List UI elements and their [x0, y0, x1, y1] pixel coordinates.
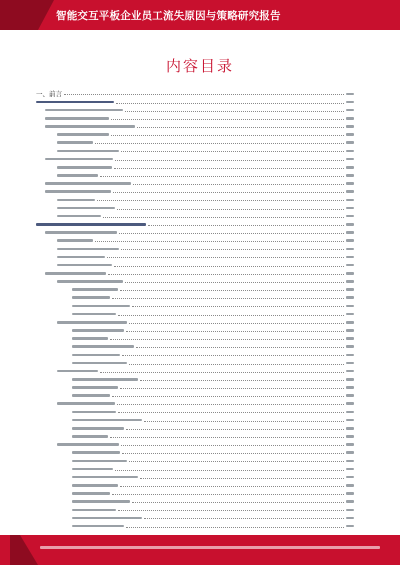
toc-entry-text-placeholder: [72, 484, 118, 487]
toc-entry[interactable]: [36, 221, 354, 229]
toc-entry-text-placeholder: [45, 231, 117, 234]
toc-entry-text-placeholder: [57, 321, 127, 324]
toc-leader-dots: [122, 453, 344, 454]
toc-leader-dots: [140, 478, 344, 479]
toc-entry-text-placeholder: [45, 109, 123, 112]
toc-title: 内容目录: [165, 57, 234, 75]
toc-entry-text-placeholder: [57, 133, 109, 136]
toc-leader-dots: [120, 486, 344, 487]
toc-entry-text-placeholder: [72, 329, 124, 332]
toc-entry[interactable]: [36, 261, 354, 269]
toc-page-number-placeholder: [346, 451, 354, 454]
toc-page-number-placeholder: [346, 207, 354, 210]
toc-page-number-placeholder: [346, 239, 354, 242]
toc-page-number-placeholder: [346, 402, 354, 405]
toc-entry-text-placeholder: [45, 117, 109, 120]
toc-entry[interactable]: [36, 384, 354, 392]
toc-leader-dots: [136, 347, 344, 348]
toc-leader-dots: [121, 151, 344, 152]
toc-page-number-placeholder: [346, 190, 354, 193]
toc-entry-text-placeholder: [72, 362, 127, 365]
toc-entry-text-placeholder: [57, 264, 112, 267]
toc-entry-text-placeholder: [57, 370, 98, 373]
toc-page-number-placeholder: [346, 150, 354, 153]
toc-page-number-placeholder: [346, 174, 354, 177]
toc-leader-dots: [144, 518, 344, 519]
toc-entry-text-placeholder: [72, 492, 110, 495]
toc-entry[interactable]: [36, 310, 354, 318]
toc-page-number-placeholder: [346, 141, 354, 144]
table-of-contents: [36, 90, 354, 530]
toc-page-number-placeholder: [346, 427, 354, 430]
toc-page-number-placeholder: [346, 500, 354, 503]
toc-page-number-placeholder: [346, 419, 354, 422]
toc-entry-text-placeholder: [45, 182, 131, 185]
toc-entry[interactable]: [36, 278, 354, 286]
toc-leader-dots: [122, 355, 344, 356]
toc-page-number-placeholder: [346, 288, 354, 291]
toc-entry[interactable]: [36, 522, 354, 530]
toc-leader-dots: [115, 160, 344, 161]
toc-page-number-placeholder: [346, 386, 354, 389]
toc-entry-text-placeholder: [36, 223, 146, 226]
toc-page-number-placeholder: [346, 248, 354, 251]
toc-page-number-placeholder: [346, 280, 354, 283]
toc-leader-dots: [114, 266, 344, 267]
toc-leader-dots: [118, 510, 344, 511]
toc-leader-dots: [129, 461, 344, 462]
header-accent-tab: [0, 0, 38, 30]
toc-entry[interactable]: [36, 196, 354, 204]
toc-page-number-placeholder: [346, 125, 354, 128]
toc-entry-text-placeholder: [72, 378, 138, 381]
toc-entry-text-placeholder: [72, 296, 110, 299]
toc-page-number-placeholder: [346, 329, 354, 332]
toc-entry[interactable]: [36, 180, 354, 188]
toc-leader-dots: [112, 396, 344, 397]
toc-entry-text-placeholder: [72, 313, 116, 316]
toc-leader-dots: [113, 192, 344, 193]
toc-entry-text-placeholder: [57, 141, 93, 144]
toc-page-number-placeholder: [346, 109, 354, 112]
toc-entry-text-placeholder: [57, 199, 95, 202]
toc-entry[interactable]: [36, 286, 354, 294]
toc-entry[interactable]: [36, 106, 354, 114]
footer-text-placeholder: [40, 546, 380, 549]
report-title: 智能交互平板企业员工流失原因与策略研究报告: [56, 10, 281, 22]
toc-entry[interactable]: [36, 98, 354, 106]
toc-entry[interactable]: [36, 123, 354, 131]
toc-leader-dots: [118, 412, 344, 413]
toc-entry[interactable]: [36, 294, 354, 302]
toc-leader-dots: [112, 298, 344, 299]
toc-page-number-placeholder: [346, 435, 354, 438]
toc-entry-text-placeholder: [72, 354, 120, 357]
toc-entry-text-placeholder: [72, 517, 142, 520]
toc-leader-dots: [120, 388, 344, 389]
toc-page-number-placeholder: [346, 411, 354, 414]
toc-entry-text-placeholder: [72, 451, 120, 454]
toc-page-number-placeholder: [346, 517, 354, 520]
toc-leader-dots: [118, 315, 344, 316]
toc-entry[interactable]: [36, 147, 354, 155]
toc-leader-dots: [114, 168, 344, 169]
toc-leader-dots: [126, 429, 344, 430]
toc-entry[interactable]: [36, 367, 354, 375]
toc-entry-text-placeholder: [72, 476, 138, 479]
toc-entry-text-placeholder: [72, 509, 116, 512]
toc-entry[interactable]: [36, 245, 354, 253]
toc-leader-dots: [100, 372, 344, 373]
toc-page-number-placeholder: [346, 476, 354, 479]
toc-leader-dots: [97, 200, 344, 201]
toc-entry-text-placeholder: [72, 288, 118, 291]
toc-leader-dots: [100, 176, 344, 177]
toc-leader-dots: [126, 331, 344, 332]
toc-entry-text-placeholder: [72, 460, 127, 463]
toc-leader-dots: [103, 217, 344, 218]
toc-page-number-placeholder: [346, 394, 354, 397]
toc-page-number-placeholder: [346, 443, 354, 446]
toc-page-number-placeholder: [346, 378, 354, 381]
toc-leader-dots: [125, 111, 344, 112]
page-header-band: [0, 0, 400, 30]
toc-leader-dots: [126, 527, 344, 528]
toc-entry-text-placeholder: [57, 239, 93, 242]
toc-leader-dots: [108, 274, 344, 275]
toc-entry-text-placeholder: [57, 248, 119, 251]
toc-page-number-placeholder: [346, 182, 354, 185]
toc-page-number-placeholder: [346, 199, 354, 202]
toc-leader-dots: [120, 290, 344, 291]
toc-entry[interactable]: [36, 302, 354, 310]
toc-entry[interactable]: [36, 155, 354, 163]
toc-leader-dots: [95, 143, 344, 144]
toc-entry[interactable]: [36, 335, 354, 343]
toc-leader-dots: [137, 127, 344, 128]
toc-page-number-placeholder: [346, 468, 354, 471]
toc-entry-text-placeholder: [72, 427, 124, 430]
toc-entry[interactable]: [36, 392, 354, 400]
toc-page-number-placeholder: [346, 264, 354, 267]
toc-entry[interactable]: [36, 318, 354, 326]
toc-leader-dots: [129, 364, 344, 365]
toc-entry[interactable]: [36, 482, 354, 490]
toc-entry[interactable]: [36, 473, 354, 481]
toc-entry-text-placeholder: [45, 190, 111, 193]
toc-leader-dots: [95, 241, 344, 242]
toc-page-number-placeholder: [346, 305, 354, 308]
toc-entry-text-placeholder: [72, 435, 108, 438]
toc-entry[interactable]: [36, 514, 354, 522]
toc-page-number-placeholder: [346, 101, 354, 104]
toc-leader-dots: [132, 306, 344, 307]
toc-entry-text-placeholder: [45, 125, 135, 128]
toc-entry-text-placeholder: [72, 394, 110, 397]
toc-entry[interactable]: [36, 408, 354, 416]
toc-entry-text-placeholder: [57, 256, 105, 259]
toc-page-number-placeholder: [346, 345, 354, 348]
toc-entry[interactable]: [36, 490, 354, 498]
toc-entry-text-placeholder: [45, 272, 106, 275]
toc-entry-text-placeholder: [57, 150, 119, 153]
toc-page-number-placeholder: [346, 215, 354, 218]
toc-leader-dots: [110, 437, 344, 438]
toc-page-number-placeholder: [346, 158, 354, 161]
toc-entry-text-placeholder: [72, 419, 142, 422]
toc-page-number-placeholder: [346, 272, 354, 275]
toc-page-number-placeholder: [346, 492, 354, 495]
toc-leader-dots: [144, 421, 344, 422]
toc-leader-dots: [121, 445, 344, 446]
toc-page-number-placeholder: [346, 166, 354, 169]
toc-entry[interactable]: [36, 351, 354, 359]
toc-entry[interactable]: [36, 163, 354, 171]
toc-entry[interactable]: [36, 498, 354, 506]
toc-entry-text-placeholder: [72, 525, 124, 528]
toc-leader-dots: [121, 249, 344, 250]
toc-page-number-placeholder: [346, 321, 354, 324]
toc-entry-text-placeholder: [57, 166, 112, 169]
toc-entry-text-placeholder: [72, 337, 108, 340]
toc-entry[interactable]: [36, 204, 354, 212]
toc-leader-dots: [107, 257, 344, 258]
toc-entry-text-placeholder: [72, 468, 113, 471]
toc-entry-text-placeholder: [57, 174, 98, 177]
toc-page-number-placeholder: [346, 370, 354, 373]
toc-entry-label: 一、前言: [36, 90, 62, 99]
toc-page-number-placeholder: [346, 525, 354, 528]
toc-leader-dots: [125, 282, 344, 283]
toc-page-number-placeholder: [346, 354, 354, 357]
toc-leader-dots: [117, 404, 344, 405]
toc-page-number-placeholder: [346, 223, 354, 226]
toc-leader-dots: [111, 119, 344, 120]
toc-page-number-placeholder: [346, 231, 354, 234]
toc-page-number-placeholder: [346, 117, 354, 120]
toc-entry-text-placeholder: [57, 215, 101, 218]
toc-leader-dots: [140, 380, 344, 381]
toc-page-number-placeholder: [346, 484, 354, 487]
toc-entry[interactable]: [36, 424, 354, 432]
toc-leader-dots: [116, 103, 344, 104]
toc-entry-text-placeholder: [57, 207, 115, 210]
toc-leader-dots: [132, 502, 344, 503]
toc-page-number-placeholder: [346, 133, 354, 136]
footer-accent-tab: [10, 535, 38, 565]
toc-leader-dots: [119, 233, 344, 234]
toc-entry[interactable]: [36, 343, 354, 351]
toc-entry[interactable]: [36, 188, 354, 196]
toc-page-number-placeholder: [346, 93, 354, 96]
toc-entry[interactable]: [36, 327, 354, 335]
toc-leader-dots: [117, 209, 344, 210]
toc-entry[interactable]: [36, 449, 354, 457]
toc-entry[interactable]: [36, 237, 354, 245]
toc-entry-text-placeholder: [72, 345, 134, 348]
toc-entry-text-placeholder: [57, 280, 123, 283]
toc-page-number-placeholder: [346, 256, 354, 259]
toc-entry[interactable]: [36, 114, 354, 122]
toc-leader-dots: [111, 135, 344, 136]
toc-entry[interactable]: [36, 172, 354, 180]
toc-entry[interactable]: [36, 465, 354, 473]
toc-entry-text-placeholder: [57, 443, 119, 446]
toc-page-number-placeholder: [346, 337, 354, 340]
toc-entry-text-placeholder: [45, 158, 113, 161]
toc-leader-dots: [133, 184, 344, 185]
page-footer-band: [0, 535, 400, 565]
toc-entry-text-placeholder: [72, 500, 130, 503]
toc-entry[interactable]: [36, 400, 354, 408]
toc-entry[interactable]: [36, 506, 354, 514]
toc-page-number-placeholder: [346, 296, 354, 299]
toc-leader-dots: [64, 94, 344, 95]
toc-entry-text-placeholder: [72, 411, 116, 414]
toc-entry[interactable]: [36, 90, 354, 98]
toc-entry[interactable]: [36, 441, 354, 449]
toc-entry-text-placeholder: [72, 386, 118, 389]
toc-leader-dots: [148, 225, 344, 226]
toc-entry-text-placeholder: [57, 402, 115, 405]
toc-leader-dots: [129, 323, 344, 324]
toc-entry[interactable]: [36, 375, 354, 383]
toc-entry[interactable]: [36, 139, 354, 147]
toc-entry[interactable]: [36, 269, 354, 277]
toc-page-number-placeholder: [346, 362, 354, 365]
toc-page-number-placeholder: [346, 313, 354, 316]
toc-page-number-placeholder: [346, 509, 354, 512]
toc-entry[interactable]: [36, 229, 354, 237]
toc-entry[interactable]: [36, 253, 354, 261]
toc-leader-dots: [112, 494, 344, 495]
toc-entry[interactable]: [36, 457, 354, 465]
toc-entry-text-placeholder: [36, 101, 114, 104]
toc-entry[interactable]: [36, 433, 354, 441]
toc-entry[interactable]: [36, 131, 354, 139]
toc-entry[interactable]: [36, 359, 354, 367]
toc-leader-dots: [115, 470, 344, 471]
toc-entry[interactable]: [36, 416, 354, 424]
toc-entry-text-placeholder: [72, 305, 130, 308]
toc-entry[interactable]: [36, 212, 354, 220]
toc-page-number-placeholder: [346, 460, 354, 463]
toc-leader-dots: [110, 339, 344, 340]
